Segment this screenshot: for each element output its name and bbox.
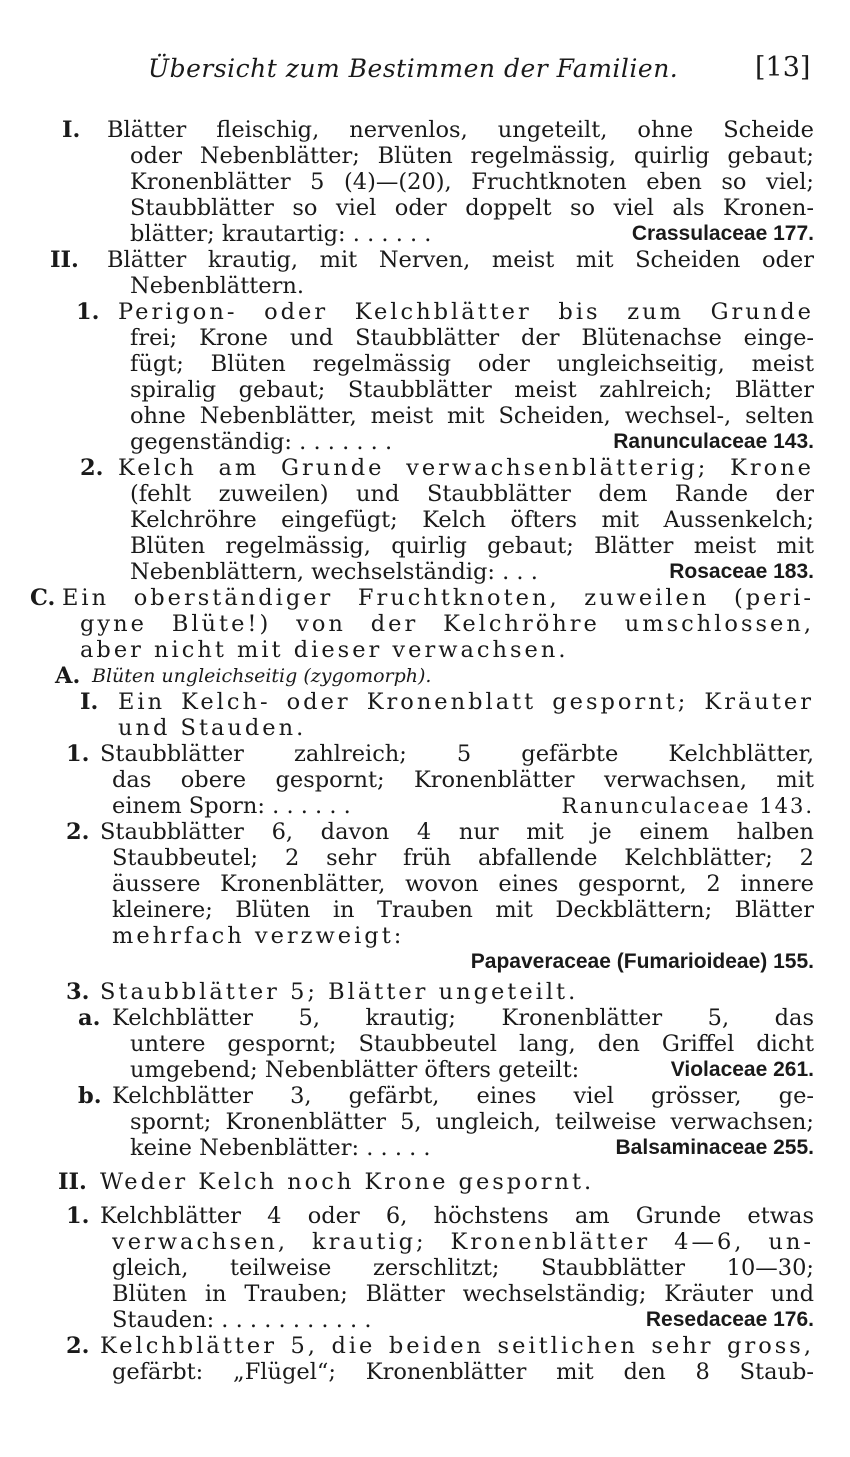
- line-text: verwachsen, krautig; Kronenblätter 4—6, un-: [112, 1229, 814, 1255]
- line-text: Kelchblätter 5, krautig; Kronenblätter 5, das: [112, 1005, 814, 1031]
- key-number: I.: [62, 117, 81, 143]
- line-text: Perigon- oder Kelchblätter bis zum Grunde: [118, 299, 814, 325]
- key-number: II.: [50, 247, 79, 273]
- line-text: Blüten regelmässig, quirlig gebaut; Blätter meist mit: [130, 533, 814, 559]
- line-text: äussere Kronenblätter, wovon eines gespornt, 2 innere: [112, 871, 814, 897]
- line-text: Ein oberständiger Fruchtknoten, zuweilen (peri-: [62, 585, 814, 611]
- line-text: Weder Kelch noch Krone gespornt.: [100, 1169, 595, 1195]
- family-reference: Papaveraceae (Fumarioideae) 155.: [470, 950, 814, 973]
- text-line: [0, 1083, 850, 1109]
- running-header: [0, 50, 850, 90]
- line-text: Staubblätter 6, davon 4 nur mit je einem halben: [100, 819, 814, 845]
- text-line: [0, 559, 850, 585]
- text-line: [0, 585, 850, 611]
- line-text: und Stauden.: [118, 715, 307, 741]
- line-text: Nebenblättern, wechselständig: . . .: [130, 559, 538, 585]
- line-text: fügt; Blüten regelmässig oder ungleichseitig, meist: [130, 351, 814, 377]
- family-reference: Violaceae 261.: [670, 1058, 814, 1081]
- line-text: Kelchblätter 5, die beiden seitlichen sehr gross,: [100, 1333, 814, 1359]
- text-line: [0, 663, 850, 689]
- text-line: [0, 143, 850, 169]
- text-line: [0, 689, 850, 715]
- text-line: [0, 1281, 850, 1307]
- text-line: [0, 455, 850, 481]
- text-line: [0, 871, 850, 897]
- text-line: [0, 637, 850, 663]
- line-text: Nebenblättern.: [130, 273, 305, 299]
- line-text: Stauden: . . . . . . . . . . .: [112, 1307, 372, 1333]
- key-number: 3.: [66, 979, 90, 1005]
- text-line: [0, 221, 850, 247]
- line-text: blätter; krautartig: . . . . . .: [130, 221, 432, 247]
- text-line: [0, 1333, 850, 1359]
- key-number: a.: [78, 1005, 101, 1031]
- line-text: frei; Krone und Staubblätter der Blütenachse einge-: [130, 325, 814, 351]
- text-line: [0, 403, 850, 429]
- text-line: [0, 923, 850, 949]
- line-text: kleinere; Blüten in Trauben mit Deckblättern; Blätter: [112, 897, 814, 923]
- line-text: Blätter fleischig, nervenlos, ungeteilt, ohne Scheide: [107, 117, 814, 143]
- line-text: Kelch am Grunde verwachsenblätterig; Krone: [118, 455, 814, 481]
- family-reference: Crassulaceae 177.: [631, 222, 814, 245]
- line-text: Staubblätter 5; Blätter ungeteilt.: [100, 979, 579, 1005]
- text-line: [0, 793, 850, 819]
- line-text: gefärbt: „Flügel“; Kronenblätter mit den 8 Staub-: [112, 1359, 814, 1385]
- family-reference: Resedaceae 176.: [645, 1308, 814, 1331]
- page-number: [13]: [755, 52, 811, 83]
- text-line: [0, 299, 850, 325]
- text-line: [0, 1169, 850, 1195]
- text-line: [0, 533, 850, 559]
- header-title: Übersicht zum Bestimmen der Familien.: [148, 54, 679, 83]
- key-number: 2.: [80, 455, 104, 481]
- text-line: [0, 1307, 850, 1333]
- text-line: [0, 169, 850, 195]
- text-line: [0, 1203, 850, 1229]
- text-line: [0, 1005, 850, 1031]
- key-number: 2.: [66, 819, 90, 845]
- line-text: Staubblätter so viel oder doppelt so viel als Kronen-: [130, 195, 814, 221]
- line-text: Blätter krautig, mit Nerven, meist mit Scheiden oder: [107, 247, 814, 273]
- line-text: Blüten in Trauben; Blätter wechselständig; Kräuter und: [112, 1281, 814, 1307]
- text-line: [0, 819, 850, 845]
- key-number: I.: [80, 689, 99, 715]
- line-text: (fehlt zuweilen) und Staubblätter dem Rande der: [130, 481, 814, 507]
- text-line: [0, 1255, 850, 1281]
- family-reference: Rosaceae 183.: [669, 560, 814, 583]
- line-text: Kronenblätter 5 (4)—(20), Fruchtknoten eben so viel;: [130, 169, 814, 195]
- line-text: gegenständig: . . . . . . .: [130, 429, 393, 455]
- key-number: C.: [30, 585, 56, 611]
- line-text: Ein Kelch- oder Kronenblatt gespornt; Kräuter: [118, 689, 814, 715]
- text-line: [0, 195, 850, 221]
- line-text: keine Nebenblätter: . . . . .: [130, 1135, 431, 1161]
- text-line: [0, 1229, 850, 1255]
- line-text: gyne Blüte!) von der Kelchröhre umschlossen,: [80, 611, 814, 637]
- line-text: oder Nebenblätter; Blüten regelmässig, quirlig gebaut;: [130, 143, 814, 169]
- text-line: [0, 741, 850, 767]
- text-line: [0, 611, 850, 637]
- key-number: b.: [78, 1083, 102, 1109]
- text-line: [0, 897, 850, 923]
- key-number: II.: [58, 1169, 87, 1195]
- line-text: Kelchblätter 4 oder 6, höchstens am Grunde etwas: [100, 1203, 814, 1229]
- text-line: [0, 247, 850, 273]
- text-line: [0, 1135, 850, 1161]
- line-text: ohne Nebenblätter, meist mit Scheiden, wechsel-, selten: [130, 403, 814, 429]
- line-text: aber nicht mit dieser verwachsen.: [80, 637, 569, 663]
- text-line: [0, 351, 850, 377]
- text-line: [0, 1057, 850, 1083]
- text-line: [0, 273, 850, 299]
- text-line: [0, 1109, 850, 1135]
- family-reference: Ranunculaceae 143.: [561, 794, 814, 818]
- line-text: spornt; Kronenblätter 5, ungleich, teilweise verwachsen;: [130, 1109, 814, 1135]
- family-reference: Balsaminaceae 255.: [615, 1136, 814, 1159]
- line-text: Kelchröhre eingefügt; Kelch öfters mit Aussenkelch;: [130, 507, 814, 533]
- text-line: [0, 767, 850, 793]
- line-text: einem Sporn: . . . . . .: [112, 793, 351, 819]
- line-text: gleich, teilweise zerschlitzt; Staubblätter 10—30;: [112, 1255, 814, 1281]
- line-text: Blüten ungleichseitig (zygomorph).: [92, 665, 432, 687]
- line-text: untere gespornt; Staubbeutel lang, den Griffel dicht: [130, 1031, 814, 1057]
- key-number: 1.: [66, 1203, 90, 1229]
- text-line: [0, 845, 850, 871]
- family-reference: Ranunculaceae 143.: [613, 430, 814, 453]
- text-line: [0, 507, 850, 533]
- text-line: [0, 117, 850, 143]
- line-text: Staubbeutel; 2 sehr früh abfallende Kelchblätter; 2: [112, 845, 814, 871]
- text-line: [0, 715, 850, 741]
- key-number: 1.: [66, 741, 90, 767]
- text-line: [0, 979, 850, 1005]
- line-text: mehrfach verzweigt:: [112, 923, 405, 949]
- line-text: spiralig gebaut; Staubblätter meist zahlreich; Blätter: [130, 377, 814, 403]
- line-text: Staubblätter zahlreich; 5 gefärbte Kelchblätter,: [100, 741, 814, 767]
- key-number: 1.: [76, 299, 100, 325]
- text-line: [0, 325, 850, 351]
- text-line: [0, 429, 850, 455]
- key-number: 2.: [66, 1333, 90, 1359]
- line-text: umgebend; Nebenblätter öfters geteilt:: [130, 1057, 580, 1083]
- text-line: [0, 1031, 850, 1057]
- text-line: [0, 481, 850, 507]
- line-text: Kelchblätter 3, gefärbt, eines viel grösser, ge-: [112, 1083, 814, 1109]
- text-line: [0, 377, 850, 403]
- key-number: A.: [55, 663, 81, 689]
- text-line: [0, 949, 850, 975]
- text-line: [0, 1359, 850, 1385]
- line-text: das obere gespornt; Kronenblätter verwachsen, mit: [112, 767, 814, 793]
